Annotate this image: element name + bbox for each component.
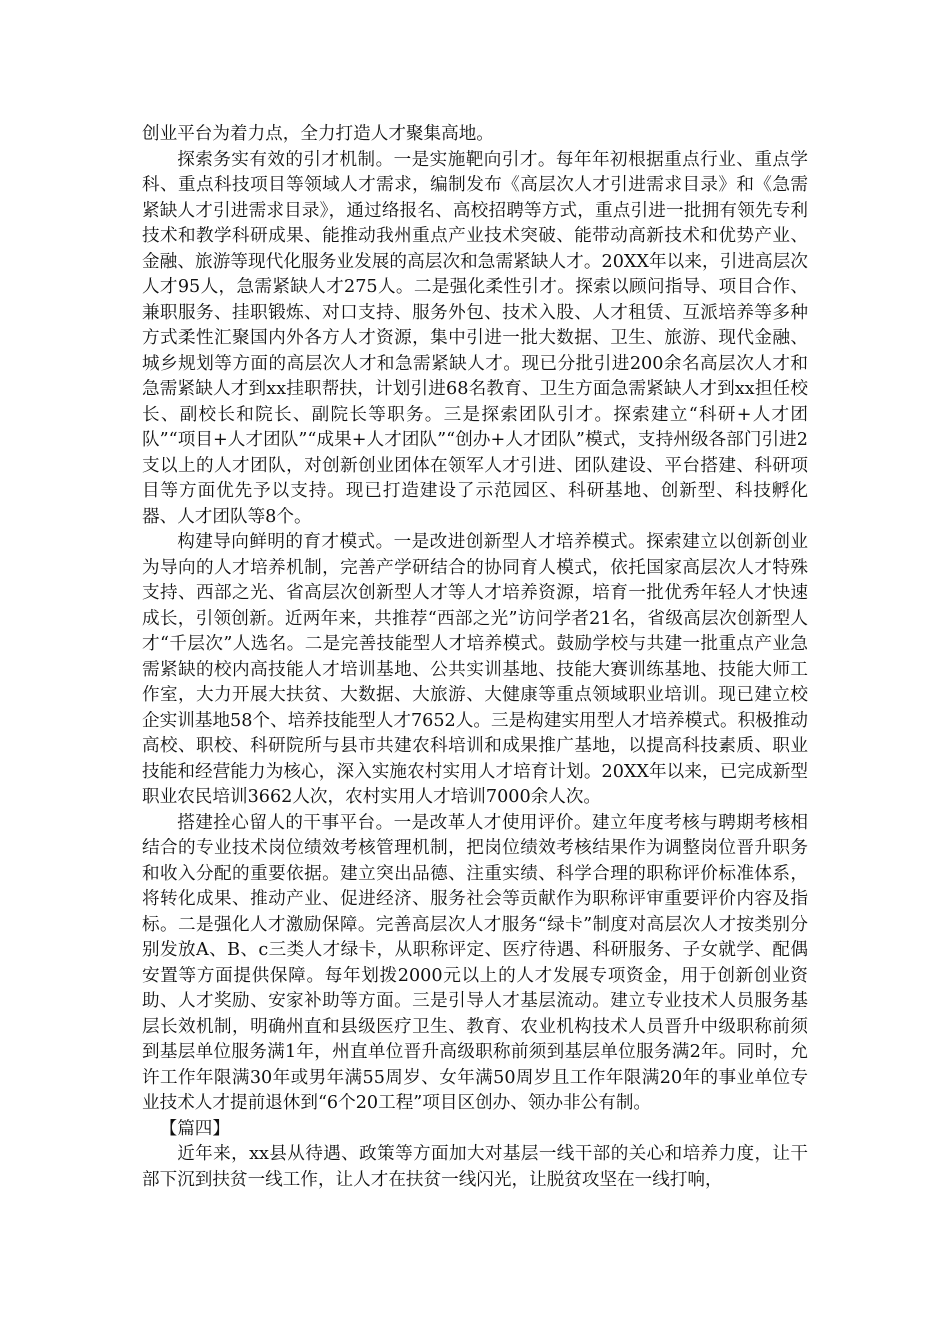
section-heading-part-four: 【篇四】 (159, 1118, 230, 1139)
paragraph-talent-cultivation: 构建导向鲜明的育才模式。一是改进创新型人才培养模式。探索建立以创新创业为导向的人才培养机制，完善产学研结合的协同育人模式，依托国家高层次人才特殊支持、西部之光、省高层次创新型人才等人才培养资源，培育一批优秀年轻人才快速成长，引领创新。近两年来，共推荐“西部之光”访问学者21名，省级高层次创新型人才“千层次”人选名。二是完善技能型人才培养模式。鼓励学校与共建一批重点产业急需紧缺的校内高技能人才培训基地、公共实训基地、技能大赛训练基地、技能大师工作室，大力开展大扶贫、大数据、大旅游、大健康等重点领域职业培训。现已建立校企实训基地58个、培养技能型人才7652人。三是构建实用型人才培养模式。积极推动高校、职校、科研院所与县市共建农科培训和成果推广基地，以提高科技素质、职业技能和经营能力为核心，深入实施农村实用人才培育计划。20XX年以来，已完成新型职业农民培训3662人次，农村实用人才培训7000余人次。 (142, 532, 808, 807)
paragraph-continuation: 创业平台为着力点，全力打造人才聚集高地。 (142, 124, 494, 144)
paragraph-talent-retention: 搭建拴心留人的干事平台。一是改革人才使用评价。建立年度考核与聘期考核相结合的专业技术岗位绩效考核管理机制，把岗位绩效考核结果作为调整岗位晋升职务和收入分配的重要依据。建立突出品德、注重实绩、科学合理的职称评价标准体系，将转化成果、推动产业、促进经济、服务社会等贡献作为职称评审重要评价内容及指标。二是强化人才激励保障。完善高层次人才服务“绿卡”制度对高层次人才按类别分别发放A、B、c三类人才绿卡，从职称评定、医疗待遇、科研服务、子女就学、配偶安置等方面提供保障。每年划拨2000元以上的人才发展专项资金，用于创新创业资助、人才奖励、安家补助等方面。三是引导人才基层流动。建立专业技术人员服务基层长效机制，明确州直和县级医疗卫生、教育、农业机构技术人员晋升中级职称前须到基层单位服务满1年，州直单位晋升高级职称前须到基层单位服务满2年。同时，允许工作年限满30年或男年满55周岁、女年满50周岁且工作年限满20年的事业单位专业技术人才提前退休到“6个20工程”项目区创办、领办非公有制。 (142, 812, 808, 1113)
document-page (142, 122, 808, 1193)
paragraph-part-four-intro: 近年来，xx县从待遇、政策等方面加大对基层一线干部的关心和培养力度，让干部下沉到扶贫一线工作，让人才在扶贫一线闪光，让脱贫攻坚在一线打响， (142, 1144, 808, 1190)
paragraph-talent-recruitment: 探索务实有效的引才机制。一是实施靶向引才。每年年初根据重点行业、重点学科、重点科技项目等领域人才需求，编制发布《高层次人才引进需求目录》和《急需紧缺人才引进需求目录》，通过络报名、高校招聘等方式，重点引进一批拥有领先专利技术和教学科研成果、能推动我州重点产业技术突破、能带动高新技术和优势产业、金融、旅游等现代化服务业发展的高层次和急需紧缺人才。20XX年以来，引进高层次人才95人，急需紧缺人才275人。二是强化柔性引才。探索以顾问指导、项目合作、兼职服务、挂职锻炼、对口支持、服务外包、技术入股、人才租赁、互派培养等多种方式柔性汇聚国内外各方人才资源，集中引进一批大数据、卫生、旅游、现代金融、城乡规划等方面的高层次人才和急需紧缺人才。现已分批引进200余名高层次人才和急需紧缺人才到xx挂职帮扶，计划引进68名教育、卫生方面急需紧缺人才到xx担任校长、副校长和院长、副院长等职务。三是探索团队引才。探索建立“科研+人才团队”“项目+人才团队”“成果+人才团队”“创办+人才团队”模式，支持州级各部门引进2支以上的人才团队，对创新创业团体在领军人才引进、团队建设、平台搭建、科研项目等方面优先予以支持。现已打造建设了示范园区、科研基地、创新型、科技孵化器、人才团队等8个。 (142, 149, 808, 527)
